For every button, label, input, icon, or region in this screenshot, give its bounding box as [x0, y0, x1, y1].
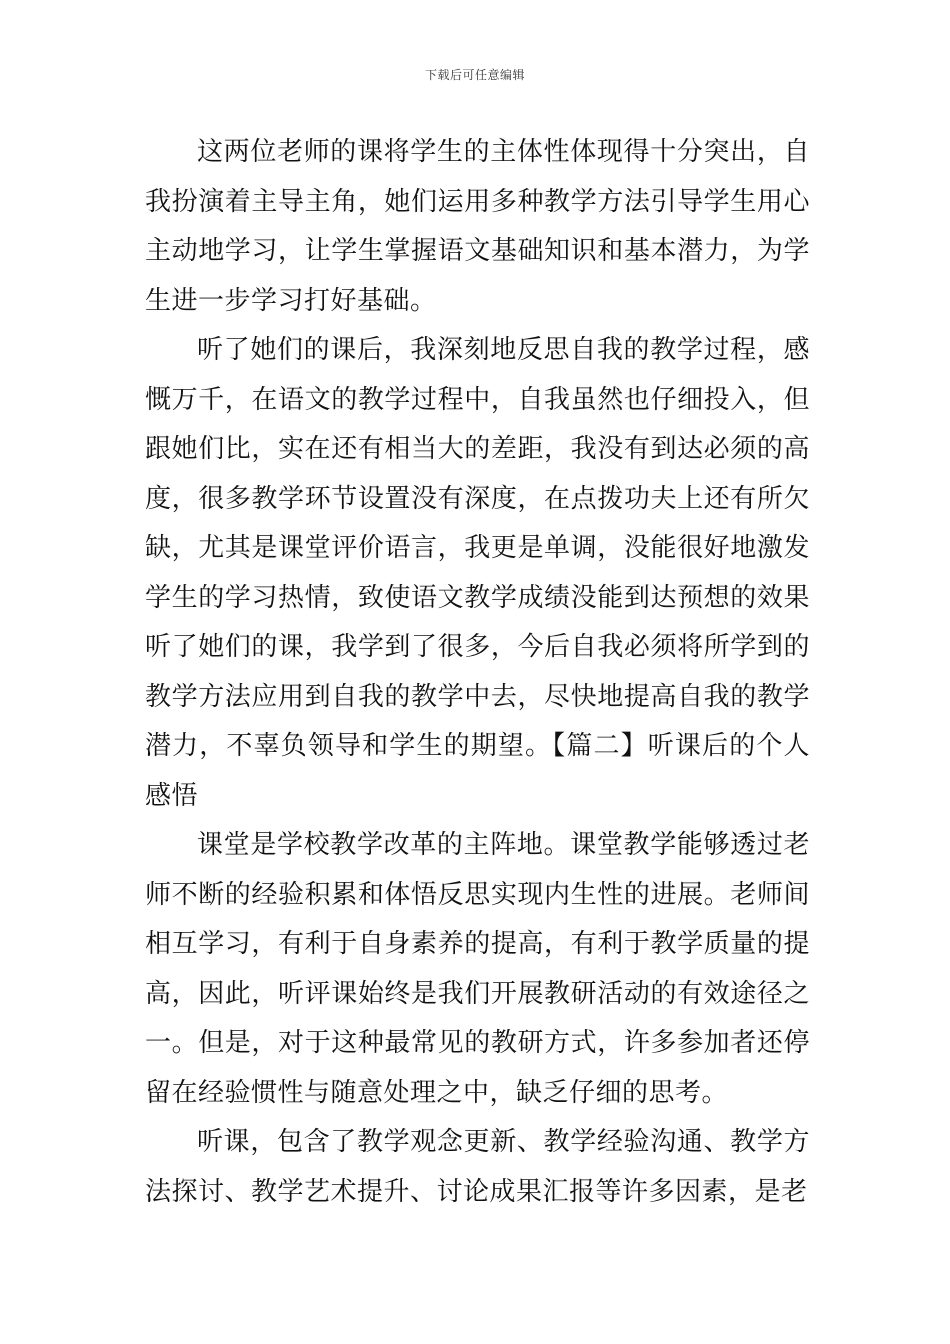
document-body — [145, 128, 810, 1217]
paragraph-1: 这两位老师的课将学生的主体性体现得十分突出，自我扮演着主导主角，她们运用多种教学方法引导学生用心主动地学习，让学生掌握语文基础知识和基本潜力，为学生进一步学习打好基础。 — [145, 137, 810, 316]
paragraph-4: 听课，包含了教学观念更新、教学经验沟通、教学方法探讨、教学艺术提升、讨论成果汇报等许多因素，是老 — [145, 1127, 810, 1207]
page-header: 下载后可任意编辑 — [424, 68, 525, 82]
paragraph-2: 听了她们的课后，我深刻地反思自我的教学过程，感慨万千，在语文的教学过程中，自我虽然也仔细投入，但跟她们比，实在还有相当大的差距，我没有到达必须的高度，很多教学环节设置没有深度，在点拨功夫上还有所欠缺，尤其是课堂评价语言，我更是单调，没能很好地激发学生的学习热情，致使语文教学成绩没能到达预想的效果听了她们的课，我学到了很多，今后自我必须将所学到的教学方法应用到自我的教学中去，尽快地提高自我的教学潜力，不辜负领导和学生的期望。【篇二】听课后的个人感悟 — [145, 335, 810, 811]
paragraph-3: 课堂是学校教学改革的主阵地。课堂教学能够透过老师不断的经验积累和体悟反思实现内生性的进展。老师间相互学习，有利于自身素养的提高，有利于教学质量的提高，因此，听评课始终是我们开展教研活动的有效途径之一。但是，对于这种最常见的教研方式，许多参加者还停留在经验惯性与随意处理之中，缺乏仔细的思考。 — [145, 830, 810, 1108]
